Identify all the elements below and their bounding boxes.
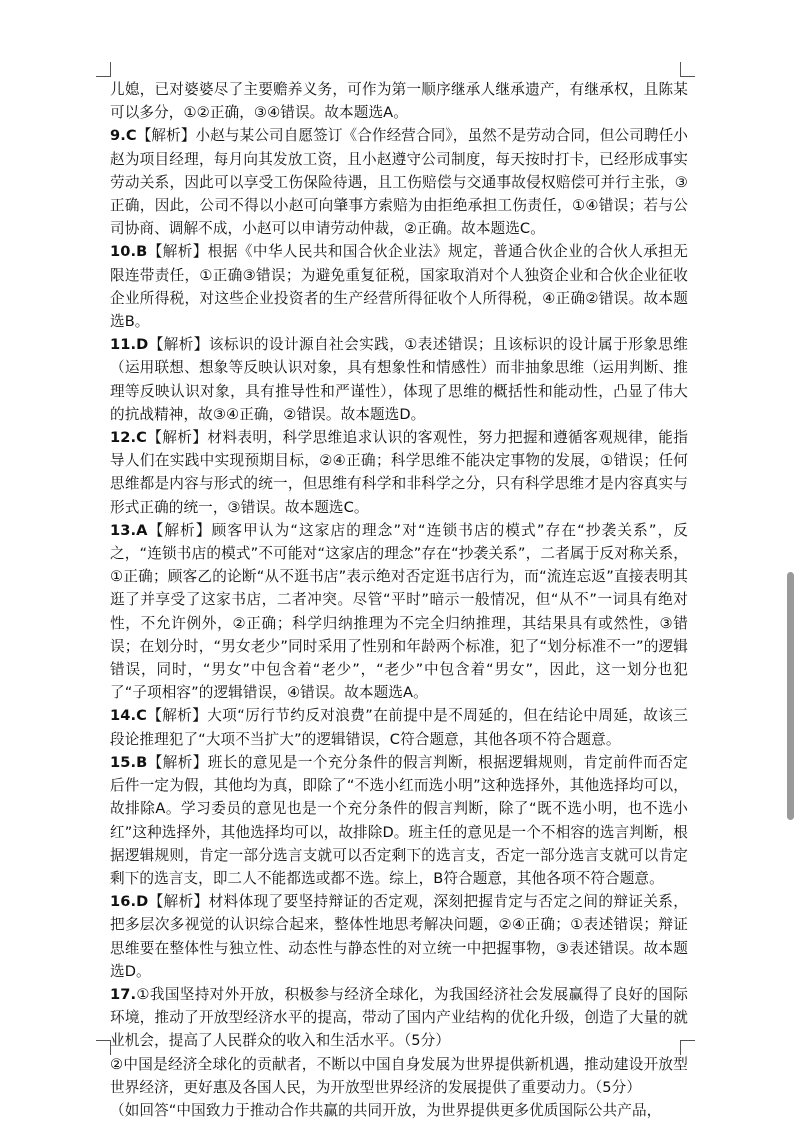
paragraph-q17-point-2 xyxy=(110,1053,688,1099)
paragraph-text: 儿媳，已对婆婆尽了主要赡养义务，可作为第一顺序继承人继承遗产，有继承权，且陈某可以多分，①②正确，③④错误。故本题选A。 xyxy=(110,81,688,122)
paragraph-text: 【解析】小赵与某公司自愿签订《合作经营合同》，虽然不是劳动合同，但公司聘任小赵为项目经理，每月向其发放工资，且小赵遵守公司制度，每天按时打卡，已经形成事实劳动关系，因此可以享受工伤保险待遇，且工伤赔偿与交通事故侵权赔偿可并行主张，③正确，因此，公司不得以小赵可向肇事方索赔为由拒绝承担工伤责任，①④错误；若与公司协商、调解不成，小赵可以申请劳动仲裁，②正确。故本题选C。 xyxy=(110,127,688,238)
paragraph-q16 xyxy=(110,890,688,983)
paragraph-q12 xyxy=(110,426,688,519)
crop-mark-top-left xyxy=(96,62,111,77)
paragraph-q15 xyxy=(110,751,688,890)
paragraph-text: 【解析】该标识的设计源自社会实践，①表述错误；且该标识的设计属于形象思维（运用联想、想象等反映认识对象，具有想象性和情感性）而非抽象思维（运用判断、推理等反映认识对象，具有推导性和严谨性），体现了思维的概括性和能动性，凸显了伟大的抗战精神，故③④正确，②错误。故本题选D。 xyxy=(110,336,688,423)
paragraph-text: 【解析】大项“厉行节约反对浪费”在前提中是不周延的，但在结论中周延，故该三段论推理犯了“大项不当扩大”的逻辑错误，C符合题意，其他各项不符合题意。 xyxy=(110,707,688,748)
crop-mark-bottom-left xyxy=(96,1040,111,1055)
question-number: 16.D xyxy=(110,893,149,911)
question-number: 15.B xyxy=(110,753,148,771)
paragraph-text: （如回答“中国致力于推动合作共赢的共同开放，为世界提供更多优质国际公共产品， xyxy=(110,1101,662,1119)
question-number: 12.C xyxy=(110,429,147,447)
paragraph-text: 【解析】班长的意见是一个充分条件的假言判断，根据逻辑规则，肯定前件而否定后件一定为假，其他均为真，即除了“不选小红而选小明”这种选择外，其他选择均可以，故排除A。学习委员的意见也是一个充分条件的假言判断，除了“既不选小明，也不选小红”这种选择外，其他选择均可以，故排除D。班主任的意见是一个不相容的选言判断，根据逻辑规则，肯定一部分选言支就可以否定剩下的选言支，否定一部分选言支就可以肯定剩下的选言支，即二人不能都选或都不选。综上，B符合题意，其他各项不符合题意。 xyxy=(110,753,688,887)
paragraph-q11 xyxy=(110,333,688,426)
question-number: 9.C xyxy=(110,127,137,145)
paragraph-q9 xyxy=(110,124,688,240)
paragraph-text: 【解析】根据《中华人民共和国合伙企业法》规定，普通合伙企业的合伙人承担无限连带责任，①正确③错误；为避免重复征税，国家取消对个人独资企业和合伙企业征收企业所得税，对这些企业投资者的生产经营所得征收个人所得税，④正确②错误。故本题选B。 xyxy=(110,243,688,331)
question-number: 11.D xyxy=(110,336,149,354)
paragraph-q17-point-1 xyxy=(110,983,688,1053)
question-number: 17. xyxy=(110,985,137,1003)
paragraph-q14 xyxy=(110,704,688,750)
vertical-scrollbar-thumb[interactable] xyxy=(787,572,794,820)
paragraph-text: 【解析】材料体现了要坚持辩证的否定观，深刻把握肯定与否定之间的辩证关系，把多层次多视觉的认识综合起来，整体性地思考解决问题，②④正确；①表述错误；辩证思维要在整体性与独立性、动态性与静态性的对立统一中把握事物，③表述错误。故本题选D。 xyxy=(110,893,688,980)
question-number: 14.C xyxy=(110,707,147,725)
question-number: 13.A xyxy=(110,521,148,539)
paragraph-q13 xyxy=(110,519,688,705)
paragraph-q17-note xyxy=(110,1099,688,1122)
question-number: 10.B xyxy=(110,243,148,261)
paragraph-text: 【解析】材料表明，科学思维追求认识的客观性，努力把握和遵循客观规律，能指导人们在实践中实现预期目标，②④正确；科学思维不能决定事物的发展，①错误；任何思维都是内容与形式的统一，但思维有科学和非科学之分，只有科学思维才是内容真实与形式正确的统一，③错误。故本题选C。 xyxy=(110,429,688,516)
paragraph-text: 【解析】顾客甲认为“这家店的理念”对“连锁书店的模式”存在“抄袭关系”，反之，“连锁书店的模式”不可能对“这家店的理念”存在“抄袭关系”，二者属于反对称关系，①正确；顾客乙的论断“从不逛书店”表示绝对否定逛书店行为，而“流连忘返”直接表明其逛了并享受了这家书店，二者冲突。尽管“平时”暗示一般情况，但“从不”一词具有绝对性，不允许例外，②正确；科学归纳推理为不完全归纳推理，其结果具有或然性，③错误；在划分时，“男女老少”同时采用了性别和年龄两个标准，犯了“划分标准不一”的逻辑错误，同时，“男女”中包含着“老少”，“老少”中包含着“男女”，因此，这一划分也犯了“子项相容”的逻辑错误，④错误。故本题选A。 xyxy=(110,521,688,702)
crop-mark-top-right xyxy=(680,62,695,77)
paragraph-text: ①我国坚持对外开放，积极参与经济全球化，为我国经济社会发展赢得了良好的国际环境，推动了开放型经济水平的提高，带动了国内产业结构的优化升级，创造了大量的就业机会，提高了人民群众的收入和生活水平。（5分） xyxy=(110,985,688,1050)
paragraph-text: ②中国是经济全球化的贡献者，不断以中国自身发展为世界提供新机遇，推动建设开放型世界经济，更好惠及各国人民，为开放型世界经济的发展提供了重要动力。（5分） xyxy=(110,1055,688,1096)
paragraph-q10 xyxy=(110,240,688,333)
answer-analysis-text xyxy=(110,78,688,1122)
paragraph-q8-continued xyxy=(110,78,688,124)
